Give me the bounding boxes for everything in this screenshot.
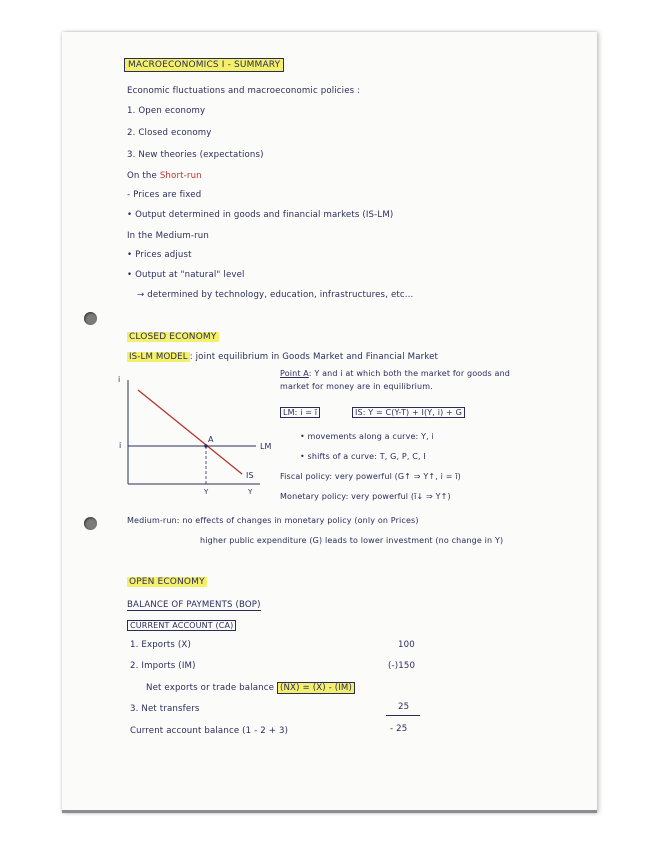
medium-run-point: • Output at "natural" level xyxy=(127,270,245,280)
transfers-row-value: 25 xyxy=(398,702,410,712)
imports-row-label: 2. Imports (IM) xyxy=(130,661,196,671)
binder-hole-bottom xyxy=(84,517,97,530)
topic-item: 3. New theories (expectations) xyxy=(127,150,264,160)
exports-row-value: 100 xyxy=(398,640,415,650)
sum-underline xyxy=(386,715,420,716)
islm-graph xyxy=(118,376,278,496)
islm-definition: IS-LM MODEL : joint equilibrium in Goods Market and Financial Market xyxy=(129,352,439,362)
graph-lm-label: LM xyxy=(260,442,272,451)
is-equation: IS: Y = C(Y-T) + I(Y, i) + G xyxy=(352,408,465,417)
bop-heading: BALANCE OF PAYMENTS (BOP) xyxy=(127,600,261,610)
graph-y-axis-end: Y xyxy=(248,488,253,496)
public-expenditure-note: higher public expenditure (G) leads to lower investment (no change in Y) xyxy=(200,536,504,545)
imports-row-value: (-)150 xyxy=(388,661,416,671)
medium-run-point: • Prices adjust xyxy=(127,250,192,260)
closed-economy-heading: CLOSED ECONOMY xyxy=(129,332,217,342)
medium-run-subpoint: → determined by technology, education, infrastructures, etc... xyxy=(137,290,414,300)
medium-run-heading: In the Medium-run xyxy=(127,231,209,241)
fiscal-policy: Fiscal policy: very powerful (G↑ ⇒ Y↑, i = ī) xyxy=(280,472,461,481)
graph-point-a-label: A xyxy=(208,435,214,444)
topic-item: 2. Closed economy xyxy=(127,128,212,138)
graph-y-tick: Y xyxy=(204,488,209,496)
open-economy-heading: OPEN ECONOMY xyxy=(129,577,205,587)
short-run-point: - Prices are fixed xyxy=(127,190,202,200)
monetary-policy: Monetary policy: very powerful (ī↓ ⇒ Y↑) xyxy=(280,492,451,501)
point-a-description: Point A: Y and i at which both the market for goods and xyxy=(280,369,511,378)
curve-bullet: • movements along a curve: Y, i xyxy=(300,432,434,441)
net-exports-line: Net exports or trade balance (NX) = (X) - (IM) xyxy=(146,683,355,693)
medium-run-note: Medium-run: no effects of changes in monetary policy (only on Prices) xyxy=(127,516,419,525)
short-run-heading: On the Short-run xyxy=(127,171,202,181)
graph-is-label: IS xyxy=(246,471,254,480)
page-title: MACROECONOMICS I - SUMMARY xyxy=(124,60,284,70)
lm-equation: LM: i = ī xyxy=(280,408,320,417)
transfers-row-label: 3. Net transfers xyxy=(130,704,200,714)
point-a-description-cont: market for money are in equilibrium. xyxy=(280,382,433,391)
short-run-point: • Output determined in goods and financial markets (IS-LM) xyxy=(127,210,394,220)
ca-balance-label: Current account balance (1 - 2 + 3) xyxy=(130,726,289,736)
ca-balance-value: - 25 xyxy=(390,724,408,734)
graph-i-axis-label: i xyxy=(118,375,121,384)
exports-row-label: 1. Exports (X) xyxy=(130,640,191,650)
curve-bullet: • shifts of a curve: T, G, P, C, I xyxy=(300,452,426,461)
point-a-marker xyxy=(204,444,208,448)
is-curve xyxy=(138,390,242,474)
current-account-heading: CURRENT ACCOUNT (CA) xyxy=(127,621,236,630)
graph-i-level-label: i xyxy=(119,441,122,450)
binder-hole-top xyxy=(84,312,97,325)
topic-item: 1. Open economy xyxy=(127,106,206,116)
intro-line: Economic fluctuations and macroeconomic policies : xyxy=(127,86,361,96)
